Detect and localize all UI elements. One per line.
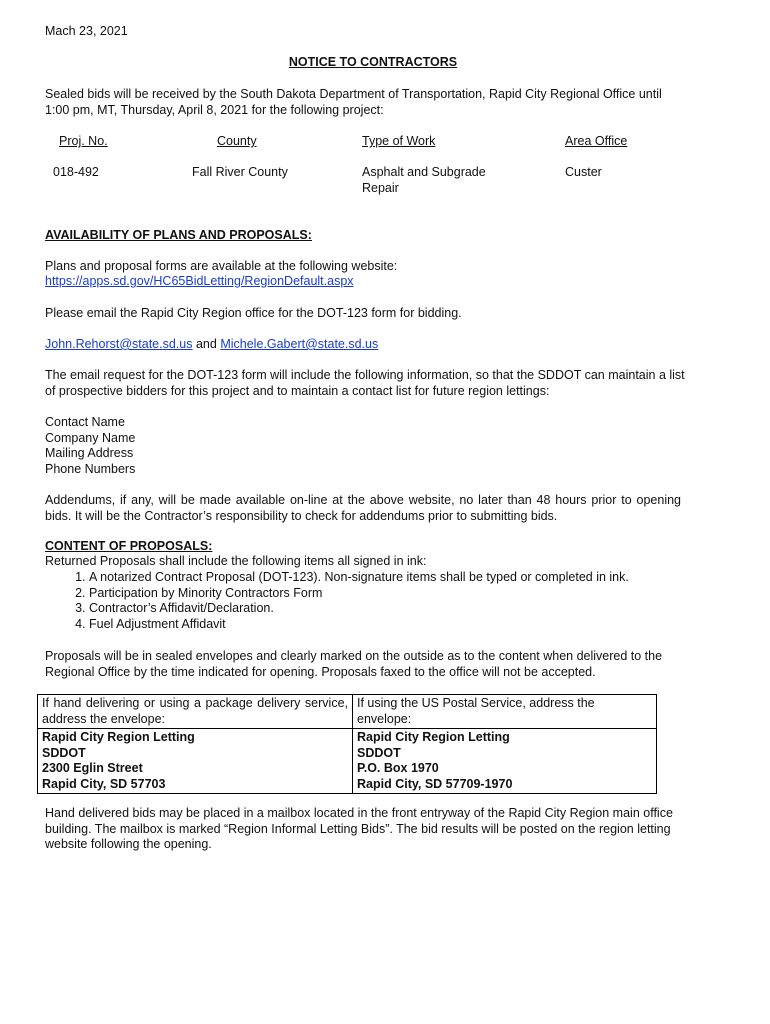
address-line: SDDOT [357, 745, 401, 760]
list-item: 4. Fuel Adjustment Affidavit [89, 617, 729, 633]
address-line: P.O. Box 1970 [357, 761, 439, 775]
list-item: 3. Contractor’s Affidavit/Declaration. [89, 601, 729, 617]
email-link-rehorst[interactable]: John.Rehorst@state.sd.us [45, 337, 193, 351]
header-county: County [217, 134, 257, 148]
hand-delivery-intro: If hand delivering or using a package delivery service, address the envelope: [38, 695, 353, 729]
address-line: 2300 Eglin Street [42, 761, 143, 775]
cell-county: Fall River County [192, 165, 288, 179]
address-line: Rapid City Region Letting [357, 730, 510, 744]
address-line: Rapid City, SD 57709-1970 [357, 776, 513, 791]
hand-delivery-address [38, 729, 353, 794]
addendums-paragraph: Addendums, if any, will be made available on-line at the above website, no later than 48 hours prior to opening bids. It will be the Contractor’s responsibility to check for addendums prior to submitting bids. [45, 493, 681, 523]
content-heading: CONTENT OF PROPOSALS: [45, 539, 213, 553]
cell-area-office: Custer [565, 165, 602, 179]
content-intro: Returned Proposals shall include the following items all signed in ink: [45, 554, 427, 568]
contact-item: Contact Name [45, 415, 125, 429]
email-line [45, 337, 378, 353]
address-table [37, 694, 657, 794]
contact-item: Phone Numbers [45, 461, 136, 476]
cell-type-of-work: Asphalt and Subgrade Repair [362, 165, 486, 195]
availability-heading: AVAILABILITY OF PLANS AND PROPOSALS: [45, 228, 312, 242]
info-paragraph: The email request for the DOT-123 form will include the following information, so that the SDDOT can maintain a list of prospective bidders for this project and to maintain a contact list for future region lettings: [45, 368, 685, 398]
postal-address [353, 729, 657, 794]
proposal-items-list [45, 570, 729, 632]
notice-title: NOTICE TO CONTRACTORS [288, 55, 458, 69]
header-area-office: Area Office [565, 134, 628, 148]
intro-paragraph: Sealed bids will be received by the South Dakota Department of Transportation, Rapid City Regional Office until 1:00 pm, MT, Thursday, April 8, 2021 for the following project: [45, 87, 662, 117]
address-line: Rapid City, SD 57703 [42, 776, 166, 791]
website-text: Plans and proposal forms are available at the following website: [45, 259, 398, 273]
email-link-gabert[interactable]: Michele.Gabert@state.sd.us [220, 337, 379, 351]
website-link[interactable]: https://apps.sd.gov/HC65BidLetting/RegionDefault.aspx [45, 274, 354, 288]
sealed-paragraph: Proposals will be in sealed envelopes and clearly marked on the outside as to the content when delivered to the Regional Office by the time indicated for opening. Proposals faxed to the office will not be accepted. [45, 649, 663, 679]
cell-proj-no: 018-492 [53, 165, 99, 179]
letter-date: Mach 23, 2021 [45, 24, 128, 38]
contact-item: Company Name [45, 430, 136, 445]
closing-paragraph: Hand delivered bids may be placed in a mailbox located in the front entryway of the Rapid City Region main office building. The mailbox is marked “Region Informal Letting Bids”. The bid results will be posted on the region letting website following the opening. [45, 806, 673, 851]
email-and: and [195, 337, 217, 351]
contact-item: Mailing Address [45, 446, 134, 460]
address-line: Rapid City Region Letting [42, 730, 195, 744]
email-request-text: Please email the Rapid City Region office for the DOT-123 form for bidding. [45, 306, 462, 320]
address-line: SDDOT [42, 745, 86, 760]
postal-intro: If using the US Postal Service, address the envelope: [353, 695, 657, 729]
contact-list [45, 415, 135, 477]
header-type-of-work: Type of Work [362, 134, 436, 148]
list-item: 2. Participation by Minority Contractors Form [89, 586, 729, 602]
header-proj-no: Proj. No. [59, 134, 108, 148]
list-item: 1. A notarized Contract Proposal (DOT-123). Non-signature items shall be typed or completed in ink. [89, 570, 729, 586]
